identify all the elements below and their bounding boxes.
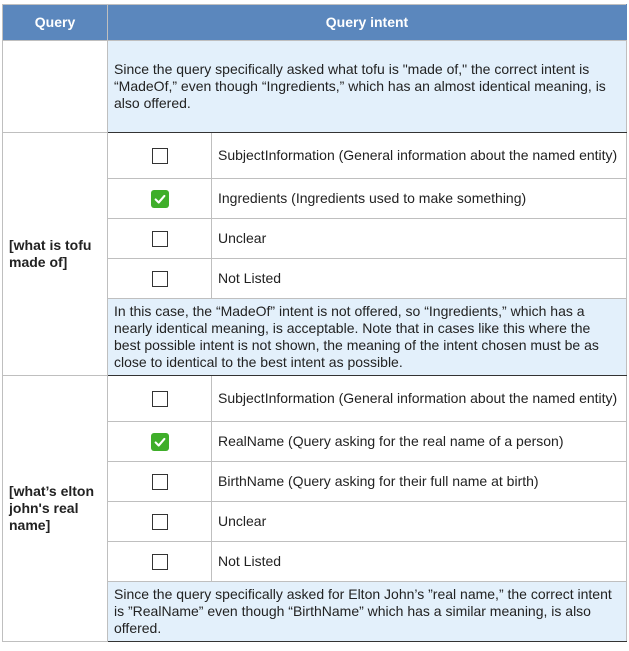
- option-label: Unclear: [212, 502, 627, 542]
- empty-checkbox-icon[interactable]: [152, 474, 168, 490]
- green-checkmark-icon[interactable]: [151, 190, 169, 208]
- table-header-row: [3, 5, 627, 41]
- option-label: Ingredients (Ingredients used to make something): [212, 179, 627, 219]
- empty-checkbox-icon[interactable]: [152, 514, 168, 530]
- query-cell-tofu: [what is tofu made of]: [3, 133, 108, 376]
- option-checkbox[interactable]: [108, 462, 212, 502]
- option-label: BirthName (Query asking for their full name at birth): [212, 462, 627, 502]
- option-label: SubjectInformation (General information about the named entity): [212, 376, 627, 422]
- empty-checkbox-icon[interactable]: [152, 554, 168, 570]
- empty-checkbox-icon[interactable]: [152, 271, 168, 287]
- option-checkbox[interactable]: [108, 179, 212, 219]
- intro-note: Since the query specifically asked what tofu is "made of," the correct intent is “MadeOf,” even though “Ingredients,” which has an almost identical meaning, is also offered.: [108, 41, 627, 133]
- option-label: Not Listed: [212, 542, 627, 582]
- option-checkbox[interactable]: [108, 502, 212, 542]
- empty-checkbox-icon[interactable]: [152, 148, 168, 164]
- intro-query-cell: [3, 41, 108, 133]
- option-checkbox[interactable]: [108, 542, 212, 582]
- query-intent-table: [2, 4, 627, 642]
- option-label: Unclear: [212, 219, 627, 259]
- table-row: [3, 133, 627, 179]
- intro-row: [3, 41, 627, 133]
- option-checkbox[interactable]: [108, 422, 212, 462]
- option-checkbox[interactable]: [108, 133, 212, 179]
- empty-checkbox-icon[interactable]: [152, 231, 168, 247]
- header-query: Query: [3, 5, 108, 41]
- query-cell-elton-john: [what’s elton john's real name]: [3, 376, 108, 642]
- explanation-note: Since the query specifically asked for Elton John’s ”real name,” the correct intent is ”RealName” even though “BirthName” which has a similar meaning, is also offered.: [108, 582, 627, 642]
- option-checkbox[interactable]: [108, 219, 212, 259]
- option-label: RealName (Query asking for the real name of a person): [212, 422, 627, 462]
- header-query-intent: Query intent: [108, 5, 627, 41]
- option-checkbox[interactable]: [108, 376, 212, 422]
- table-row: [3, 376, 627, 422]
- green-checkmark-icon[interactable]: [151, 433, 169, 451]
- option-label: SubjectInformation (General information about the named entity): [212, 133, 627, 179]
- option-checkbox[interactable]: [108, 259, 212, 299]
- explanation-note: In this case, the “MadeOf” intent is not offered, so “Ingredients,” which has a nearly identical meaning, is acceptable. Note that in cases like this where the best possible intent is not shown, the meaning of the intent chosen must be as close to identical to the best intent as possible.: [108, 299, 627, 376]
- option-label: Not Listed: [212, 259, 627, 299]
- empty-checkbox-icon[interactable]: [152, 391, 168, 407]
